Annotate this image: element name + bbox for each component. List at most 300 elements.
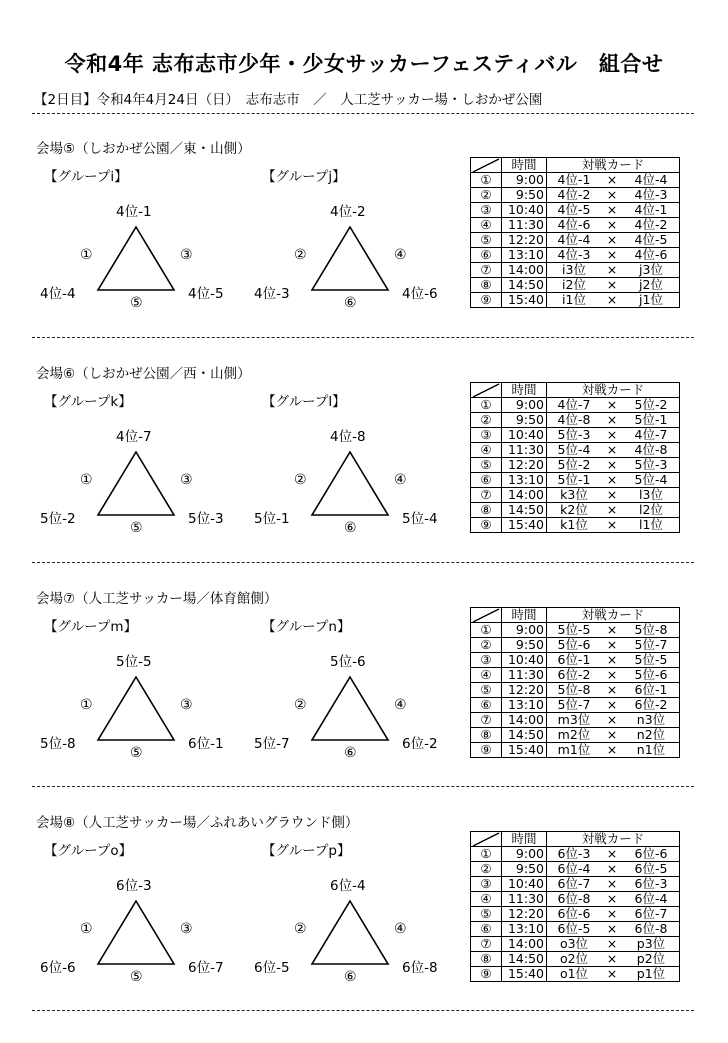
- away-team: 6位-2: [623, 698, 680, 713]
- right-match-number: ④: [394, 247, 407, 263]
- group-bracket: [254, 811, 462, 1001]
- match-number: ⑤: [471, 233, 502, 248]
- match-number: ①: [471, 173, 502, 188]
- divider: [32, 337, 694, 338]
- home-team: 6位-6: [547, 907, 602, 922]
- match-time: 15:40: [502, 518, 547, 533]
- match-time: 10:40: [502, 653, 547, 668]
- table-row: [471, 743, 680, 758]
- table-row: [471, 218, 680, 233]
- bottom-match-number: ⑤: [130, 295, 143, 311]
- table-row: [471, 892, 680, 907]
- home-team: 5位-3: [547, 428, 602, 443]
- match-time: 14:00: [502, 488, 547, 503]
- versus-mark: ×: [601, 173, 623, 188]
- right-team-label: 5位-4: [402, 511, 438, 527]
- away-team: 6位-3: [623, 877, 680, 892]
- away-team: 5位-5: [623, 653, 680, 668]
- left-team-label: 6位-5: [254, 960, 290, 976]
- versus-mark: ×: [601, 623, 623, 638]
- match-time: 11:30: [502, 668, 547, 683]
- table-row: [471, 862, 680, 877]
- home-team: 5位-5: [547, 623, 602, 638]
- home-team: 6位-7: [547, 877, 602, 892]
- divider: [32, 1010, 694, 1011]
- card-header: 対戦カード: [547, 158, 680, 173]
- match-time: 11:30: [502, 892, 547, 907]
- right-team-label: 5位-3: [188, 511, 224, 527]
- home-team: 4位-5: [547, 203, 602, 218]
- away-team: 5位-4: [623, 473, 680, 488]
- group-label: 【グループl】: [262, 394, 346, 410]
- left-team-label: 5位-7: [254, 736, 290, 752]
- table-row: [471, 473, 680, 488]
- home-team: 5位-2: [547, 458, 602, 473]
- versus-mark: ×: [601, 967, 623, 982]
- away-team: 5位-6: [623, 668, 680, 683]
- away-team: 4位-8: [623, 443, 680, 458]
- group-label: 【グループn】: [262, 619, 351, 635]
- top-team-label: 6位-3: [116, 878, 152, 894]
- table-header-row: [471, 608, 680, 623]
- away-team: 6位-8: [623, 922, 680, 937]
- home-team: 4位-8: [547, 413, 602, 428]
- versus-mark: ×: [601, 638, 623, 653]
- away-team: 4位-2: [623, 218, 680, 233]
- versus-mark: ×: [601, 937, 623, 952]
- versus-mark: ×: [601, 248, 623, 263]
- versus-mark: ×: [601, 188, 623, 203]
- away-team: 5位-8: [623, 623, 680, 638]
- versus-mark: ×: [601, 278, 623, 293]
- bottom-match-number: ⑤: [130, 745, 143, 761]
- match-number: ⑦: [471, 488, 502, 503]
- corner-cell: [471, 832, 502, 847]
- away-team: l3位: [623, 488, 680, 503]
- table-row: [471, 263, 680, 278]
- away-team: 4位-5: [623, 233, 680, 248]
- versus-mark: ×: [601, 218, 623, 233]
- away-team: 6位-4: [623, 892, 680, 907]
- left-team-label: 4位-4: [40, 286, 76, 302]
- versus-mark: ×: [601, 743, 623, 758]
- left-team-label: 6位-6: [40, 960, 76, 976]
- match-number: ⑧: [471, 278, 502, 293]
- schedule-table: [470, 831, 680, 982]
- left-match-number: ②: [294, 247, 307, 263]
- right-match-number: ③: [180, 247, 193, 263]
- away-team: l1位: [623, 518, 680, 533]
- schedule-table: [470, 607, 680, 758]
- diagonal-line: [471, 158, 501, 173]
- top-team-label: 4位-7: [116, 429, 152, 445]
- right-team-label: 6位-7: [188, 960, 224, 976]
- away-team: 4位-4: [623, 173, 680, 188]
- table-row: [471, 203, 680, 218]
- group-label: 【グループk】: [44, 394, 132, 410]
- group-label: 【グループo】: [44, 843, 133, 859]
- away-team: 4位-3: [623, 188, 680, 203]
- table-row: [471, 488, 680, 503]
- versus-mark: ×: [601, 263, 623, 278]
- away-team: l2位: [623, 503, 680, 518]
- table-row: [471, 443, 680, 458]
- versus-mark: ×: [601, 907, 623, 922]
- right-match-number: ③: [180, 472, 193, 488]
- match-time: 12:20: [502, 907, 547, 922]
- away-team: 6位-7: [623, 907, 680, 922]
- away-team: 4位-6: [623, 248, 680, 263]
- venue-section: [0, 587, 728, 797]
- versus-mark: ×: [601, 728, 623, 743]
- match-time: 15:40: [502, 293, 547, 308]
- versus-mark: ×: [601, 203, 623, 218]
- match-number: ④: [471, 218, 502, 233]
- versus-mark: ×: [601, 892, 623, 907]
- match-number: ⑨: [471, 518, 502, 533]
- group-label: 【グループi】: [44, 169, 128, 185]
- table-row: [471, 428, 680, 443]
- match-time: 13:10: [502, 698, 547, 713]
- table-row: [471, 638, 680, 653]
- home-team: 5位-4: [547, 443, 602, 458]
- match-number: ③: [471, 203, 502, 218]
- match-number: ④: [471, 443, 502, 458]
- card-header: 対戦カード: [547, 608, 680, 623]
- match-number: ②: [471, 413, 502, 428]
- away-team: 4位-7: [623, 428, 680, 443]
- home-team: 6位-1: [547, 653, 602, 668]
- time-header: 時間: [502, 608, 547, 623]
- home-team: k2位: [547, 503, 602, 518]
- match-number: ②: [471, 638, 502, 653]
- home-team: 6位-5: [547, 922, 602, 937]
- versus-mark: ×: [601, 458, 623, 473]
- away-team: j3位: [623, 263, 680, 278]
- left-match-number: ②: [294, 697, 307, 713]
- table-row: [471, 248, 680, 263]
- right-match-number: ③: [180, 921, 193, 937]
- home-team: 5位-7: [547, 698, 602, 713]
- group-label: 【グループj】: [262, 169, 346, 185]
- match-time: 10:40: [502, 877, 547, 892]
- match-number: ③: [471, 653, 502, 668]
- table-row: [471, 653, 680, 668]
- right-team-label: 6位-2: [402, 736, 438, 752]
- away-team: 5位-3: [623, 458, 680, 473]
- home-team: 6位-3: [547, 847, 602, 862]
- home-team: m2位: [547, 728, 602, 743]
- right-team-label: 4位-6: [402, 286, 438, 302]
- group-bracket: [40, 587, 244, 777]
- home-team: k3位: [547, 488, 602, 503]
- diagonal-line: [471, 608, 501, 623]
- match-number: ⑥: [471, 248, 502, 263]
- table-row: [471, 518, 680, 533]
- top-team-label: 4位-8: [330, 429, 366, 445]
- home-team: i2位: [547, 278, 602, 293]
- match-number: ①: [471, 398, 502, 413]
- away-team: 5位-7: [623, 638, 680, 653]
- venue-section: [0, 362, 728, 572]
- away-team: j1位: [623, 293, 680, 308]
- divider: [32, 562, 694, 563]
- home-team: 4位-4: [547, 233, 602, 248]
- away-team: 6位-5: [623, 862, 680, 877]
- match-number: ①: [471, 847, 502, 862]
- table-row: [471, 847, 680, 862]
- match-time: 11:30: [502, 218, 547, 233]
- bottom-match-number: ⑤: [130, 969, 143, 985]
- match-time: 15:40: [502, 967, 547, 982]
- versus-mark: ×: [601, 847, 623, 862]
- venue-title: 会場⑤（しおかぜ公園／東・山側）: [36, 141, 251, 157]
- match-number: ⑤: [471, 458, 502, 473]
- versus-mark: ×: [601, 443, 623, 458]
- match-time: 11:30: [502, 443, 547, 458]
- bottom-match-number: ⑥: [344, 969, 357, 985]
- table-row: [471, 877, 680, 892]
- table-row: [471, 173, 680, 188]
- right-team-label: 6位-8: [402, 960, 438, 976]
- left-match-number: ②: [294, 472, 307, 488]
- match-time: 12:20: [502, 233, 547, 248]
- right-team-label: 6位-1: [188, 736, 224, 752]
- home-team: 5位-6: [547, 638, 602, 653]
- left-match-number: ①: [80, 472, 93, 488]
- left-match-number: ①: [80, 921, 93, 937]
- group-bracket: [40, 137, 244, 327]
- left-team-label: 5位-2: [40, 511, 76, 527]
- table-header-row: [471, 158, 680, 173]
- table-row: [471, 967, 680, 982]
- corner-cell: [471, 383, 502, 398]
- match-number: ⑨: [471, 967, 502, 982]
- match-time: 10:40: [502, 428, 547, 443]
- match-time: 14:50: [502, 503, 547, 518]
- group-label: 【グループp】: [262, 843, 351, 859]
- table-row: [471, 413, 680, 428]
- venue-title: 会場⑦（人工芝サッカー場／体育館側）: [36, 591, 278, 607]
- match-number: ④: [471, 668, 502, 683]
- match-number: ⑤: [471, 683, 502, 698]
- right-team-label: 4位-5: [188, 286, 224, 302]
- venue-section: [0, 137, 728, 347]
- match-time: 14:50: [502, 278, 547, 293]
- group-label: 【グループm】: [44, 619, 138, 635]
- schedule-table: [470, 382, 680, 533]
- versus-mark: ×: [601, 428, 623, 443]
- versus-mark: ×: [601, 683, 623, 698]
- diagonal-line: [471, 832, 501, 847]
- right-match-number: ④: [394, 472, 407, 488]
- home-team: 5位-8: [547, 683, 602, 698]
- versus-mark: ×: [601, 862, 623, 877]
- home-team: 4位-6: [547, 218, 602, 233]
- match-number: ⑧: [471, 952, 502, 967]
- match-time: 13:10: [502, 473, 547, 488]
- right-match-number: ④: [394, 697, 407, 713]
- left-team-label: 5位-1: [254, 511, 290, 527]
- divider: [32, 786, 694, 787]
- match-time: 13:10: [502, 248, 547, 263]
- away-team: 4位-1: [623, 203, 680, 218]
- match-number: ⑥: [471, 698, 502, 713]
- home-team: o1位: [547, 967, 602, 982]
- table-row: [471, 698, 680, 713]
- home-team: m3位: [547, 713, 602, 728]
- table-row: [471, 728, 680, 743]
- bottom-match-number: ⑥: [344, 520, 357, 536]
- match-time: 14:00: [502, 713, 547, 728]
- home-team: o2位: [547, 952, 602, 967]
- page-subtitle: 【2日目】令和4年4月24日（日） 志布志市 ／ 人工芝サッカー場・しおかぜ公園: [34, 92, 543, 108]
- right-match-number: ③: [180, 697, 193, 713]
- away-team: 6位-6: [623, 847, 680, 862]
- match-time: 10:40: [502, 203, 547, 218]
- home-team: m1位: [547, 743, 602, 758]
- away-team: p1位: [623, 967, 680, 982]
- page-title: 令和4年 志布志市少年・少女サッカーフェスティバル 組合せ: [64, 52, 664, 76]
- match-number: ⑧: [471, 503, 502, 518]
- home-team: k1位: [547, 518, 602, 533]
- table-row: [471, 278, 680, 293]
- table-row: [471, 937, 680, 952]
- left-match-number: ①: [80, 697, 93, 713]
- home-team: 4位-3: [547, 248, 602, 263]
- versus-mark: ×: [601, 488, 623, 503]
- match-number: ⑨: [471, 743, 502, 758]
- top-team-label: 4位-2: [330, 204, 366, 220]
- card-header: 対戦カード: [547, 832, 680, 847]
- table-header-row: [471, 832, 680, 847]
- match-time: 14:00: [502, 937, 547, 952]
- versus-mark: ×: [601, 233, 623, 248]
- match-number: ⑤: [471, 907, 502, 922]
- away-team: 6位-1: [623, 683, 680, 698]
- versus-mark: ×: [601, 518, 623, 533]
- away-team: j2位: [623, 278, 680, 293]
- away-team: n3位: [623, 713, 680, 728]
- venue-title: 会場⑥（しおかぜ公園／西・山側）: [36, 366, 251, 382]
- match-number: ②: [471, 188, 502, 203]
- left-match-number: ②: [294, 921, 307, 937]
- top-team-label: 4位-1: [116, 204, 152, 220]
- top-team-label: 5位-5: [116, 654, 152, 670]
- right-match-number: ④: [394, 921, 407, 937]
- match-number: ⑦: [471, 263, 502, 278]
- home-team: 6位-8: [547, 892, 602, 907]
- match-time: 14:50: [502, 728, 547, 743]
- time-header: 時間: [502, 158, 547, 173]
- versus-mark: ×: [601, 293, 623, 308]
- home-team: 4位-1: [547, 173, 602, 188]
- versus-mark: ×: [601, 653, 623, 668]
- match-time: 9:00: [502, 173, 547, 188]
- table-row: [471, 683, 680, 698]
- table-row: [471, 623, 680, 638]
- bottom-match-number: ⑥: [344, 295, 357, 311]
- away-team: p3位: [623, 937, 680, 952]
- home-team: i1位: [547, 293, 602, 308]
- versus-mark: ×: [601, 698, 623, 713]
- corner-cell: [471, 158, 502, 173]
- versus-mark: ×: [601, 413, 623, 428]
- match-number: ③: [471, 428, 502, 443]
- match-number: ①: [471, 623, 502, 638]
- match-number: ⑥: [471, 922, 502, 937]
- match-time: 13:10: [502, 922, 547, 937]
- venue-title: 会場⑧（人工芝サッカー場／ふれあいグラウンド側）: [36, 815, 359, 831]
- match-time: 9:00: [502, 847, 547, 862]
- group-bracket: [254, 362, 462, 552]
- versus-mark: ×: [601, 952, 623, 967]
- table-row: [471, 188, 680, 203]
- table-row: [471, 922, 680, 937]
- match-number: ⑨: [471, 293, 502, 308]
- match-time: 14:00: [502, 263, 547, 278]
- card-header: 対戦カード: [547, 383, 680, 398]
- group-bracket: [40, 362, 244, 552]
- top-team-label: 5位-6: [330, 654, 366, 670]
- table-header-row: [471, 383, 680, 398]
- away-team: 5位-2: [623, 398, 680, 413]
- group-bracket: [254, 587, 462, 777]
- match-number: ③: [471, 877, 502, 892]
- match-number: ④: [471, 892, 502, 907]
- versus-mark: ×: [601, 473, 623, 488]
- match-number: ②: [471, 862, 502, 877]
- left-team-label: 5位-8: [40, 736, 76, 752]
- match-time: 9:00: [502, 623, 547, 638]
- schedule-table: [470, 157, 680, 308]
- versus-mark: ×: [601, 877, 623, 892]
- table-row: [471, 293, 680, 308]
- table-row: [471, 713, 680, 728]
- versus-mark: ×: [601, 713, 623, 728]
- match-time: 9:50: [502, 638, 547, 653]
- home-team: 6位-4: [547, 862, 602, 877]
- match-time: 9:50: [502, 413, 547, 428]
- corner-cell: [471, 608, 502, 623]
- group-bracket: [40, 811, 244, 1001]
- home-team: 4位-7: [547, 398, 602, 413]
- time-header: 時間: [502, 383, 547, 398]
- match-number: ⑦: [471, 937, 502, 952]
- match-time: 12:20: [502, 458, 547, 473]
- diagonal-line: [471, 383, 501, 398]
- match-time: 12:20: [502, 683, 547, 698]
- away-team: n1位: [623, 743, 680, 758]
- bottom-match-number: ⑤: [130, 520, 143, 536]
- away-team: n2位: [623, 728, 680, 743]
- match-time: 9:00: [502, 398, 547, 413]
- table-row: [471, 233, 680, 248]
- match-number: ⑥: [471, 473, 502, 488]
- home-team: 5位-1: [547, 473, 602, 488]
- bottom-match-number: ⑥: [344, 745, 357, 761]
- left-match-number: ①: [80, 247, 93, 263]
- match-time: 9:50: [502, 188, 547, 203]
- divider: [32, 113, 694, 114]
- versus-mark: ×: [601, 398, 623, 413]
- table-row: [471, 398, 680, 413]
- table-row: [471, 668, 680, 683]
- table-row: [471, 907, 680, 922]
- match-number: ⑧: [471, 728, 502, 743]
- venue-section: [0, 811, 728, 1021]
- top-team-label: 6位-4: [330, 878, 366, 894]
